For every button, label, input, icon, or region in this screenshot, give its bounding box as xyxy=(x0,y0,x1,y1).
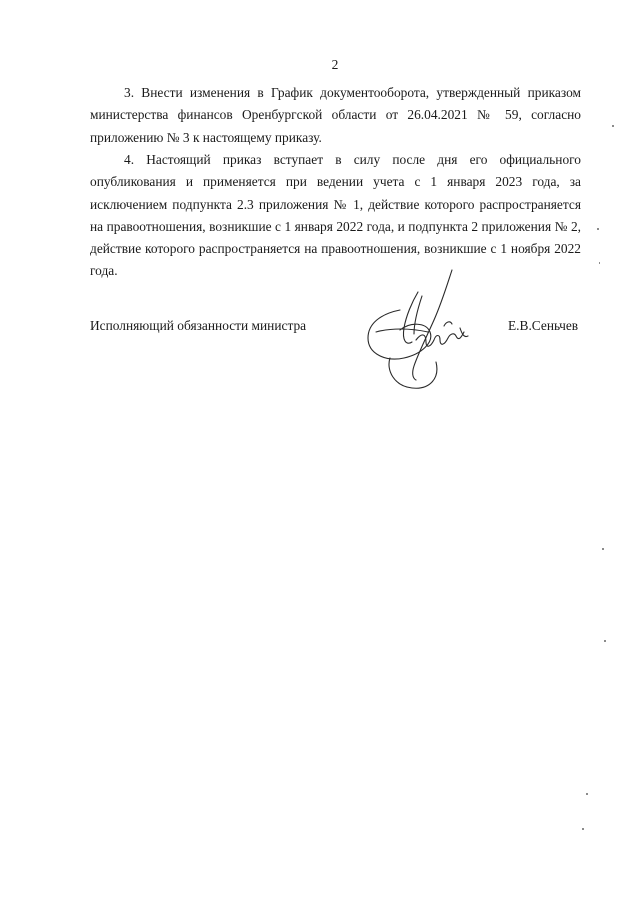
scan-speck xyxy=(582,828,584,830)
handwritten-signature xyxy=(360,262,480,392)
paragraph-item-3: 3. Внести изменения в График документооборота, утвержденный приказом министерства финансов Оренбургской области от 26.04.2021 № 59, согласно приложению № 3 к настоящему приказу. xyxy=(90,85,581,145)
scan-speck xyxy=(602,548,604,550)
page-number: 2 xyxy=(331,57,339,72)
scan-speck xyxy=(612,125,614,127)
scan-speck xyxy=(599,262,600,264)
scan-speck xyxy=(604,640,606,642)
paragraph-item-4: 4. Настоящий приказ вступает в силу после дня его официального опубликования и применяется при ведении учета с 1 января 2023 года, за исключением подпункта 2.3 приложения № 1, действие которого распространяется на правоотношения, возникшие с 1 января 2022 года, и подпункта 2 приложения № 2, действие которого распространяется на правоотношения, возникшие с 1 ноября 2022 года. xyxy=(90,152,581,279)
scan-speck xyxy=(586,793,588,795)
signatory-name: Е.В.Сеньчев xyxy=(508,318,579,333)
signatory-position-title: Исполняющий обязанности министра xyxy=(90,318,307,333)
scan-speck xyxy=(597,228,599,230)
